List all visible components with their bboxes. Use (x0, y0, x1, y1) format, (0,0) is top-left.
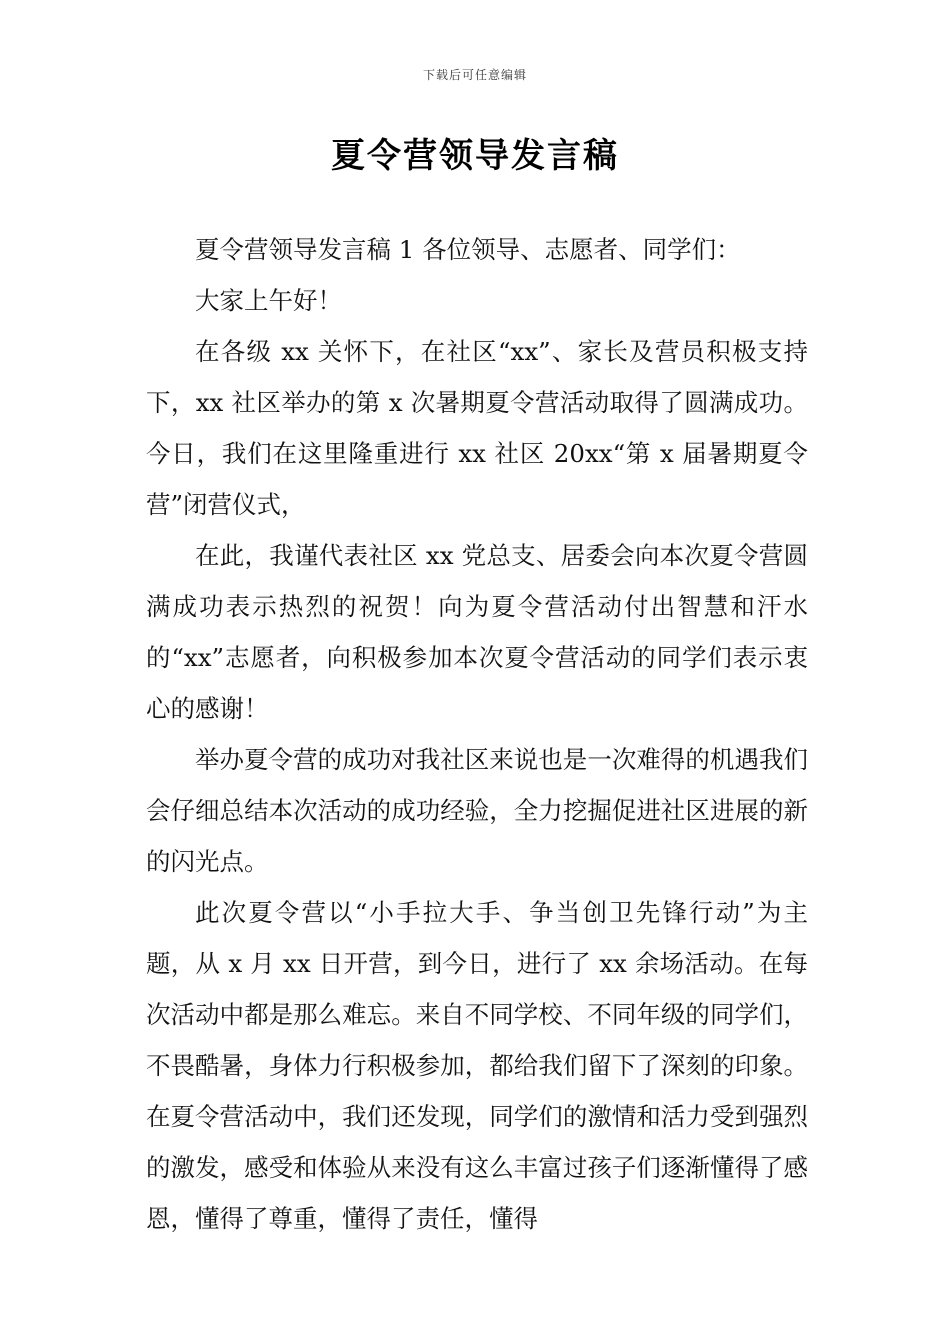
greeting-paragraph: 大家上午好！ (195, 286, 342, 315)
page-title: 夏令营领导发言稿 (331, 136, 619, 176)
body-paragraph: 此次夏令营以“小手拉大手、争当创卫先锋行动”为主题，从 x 月 xx 日开营，到今日，进行了 xx 余场活动。在每次活动中都是那么难忘。来自不同学校、不同年级的同学们，不畏酷暑，身体力行积极参加，都给我们留下了深刻的印象。在夏令营活动中，我们还发现，同学们的激情和活力受到强烈的激发，感受和体验从来没有这么丰富过孩子们逐渐懂得了感恩，懂得了尊重，懂得了责任，懂得 (146, 898, 808, 1233)
salutation-paragraph: 夏令营领导发言稿 1 各位领导、志愿者、同学们： (195, 235, 741, 264)
body-paragraph: 举办夏令营的成功对我社区来说也是一次难得的机遇我们会仔细总结本次活动的成功经验，全力挖掘促进社区进展的新的闪光点。 (146, 745, 808, 876)
document-body (146, 224, 808, 1244)
header-note: 下载后可任意编辑 (422, 68, 527, 82)
body-paragraph: 在此，我谨代表社区 xx 党总支、居委会向本次夏令营圆满成功表示热烈的祝贺！向为夏令营活动付出智慧和汗水的“xx”志愿者，向积极参加本次夏令营活动的同学们表示衷心的感谢！ (146, 541, 808, 723)
body-paragraph: 在各级 xx 关怀下，在社区“xx”、家长及营员积极支持下，xx 社区举办的第 x 次暑期夏令营活动取得了圆满成功。今日，我们在这里隆重进行 xx 社区 20xx“第 x 届暑期夏令营”闭营仪式， (146, 337, 808, 519)
